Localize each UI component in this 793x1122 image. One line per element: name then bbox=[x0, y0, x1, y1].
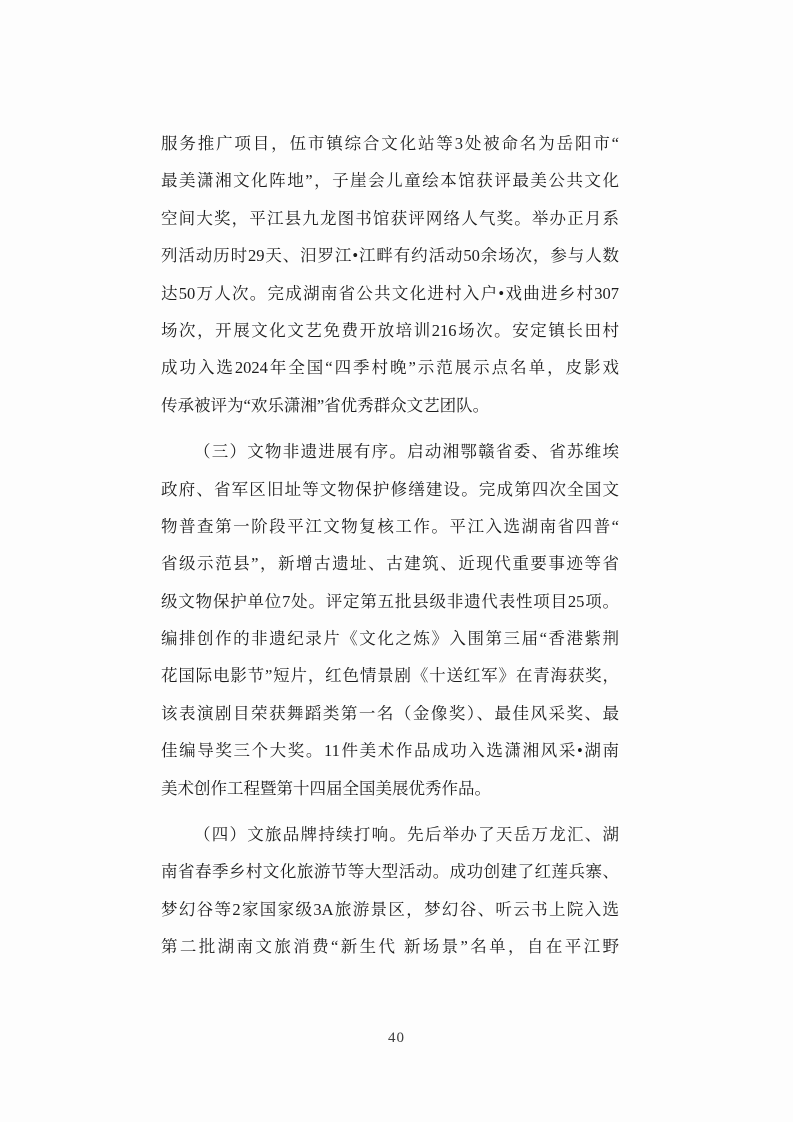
text-line: 级文物保护单位7处。评定第五批县级非遗代表性项目25项。 bbox=[161, 591, 619, 611]
text-line: 政府、省军区旧址等文物保护修缮建设。完成第四次全国文 bbox=[161, 479, 619, 499]
text-line: 第二批湖南文旅消费“新生代 新场景”名单，自在平江野 bbox=[161, 937, 619, 957]
text-line: 最美潇湘文化阵地”，子崖会儿童绘本馆获评最美公共文化 bbox=[161, 171, 619, 191]
text-line: 美术创作工程暨第十四届全国美展优秀作品。 bbox=[161, 778, 491, 798]
text-line: 该表演剧目荣获舞蹈类第一名（金像奖）、最佳风采奖、最 bbox=[161, 703, 619, 723]
text-line: 编排创作的非遗纪录片《文化之炼》入围第三届“香港紫荆 bbox=[161, 629, 619, 649]
text-line: 列活动历时29天、汨罗江•江畔有约活动50余场次，参与人数 bbox=[161, 246, 619, 266]
text-line: 达50万人次。完成湖南省公共文化进村入户•戏曲进乡村307 bbox=[161, 283, 619, 303]
paragraph-tourism-section-four bbox=[161, 816, 619, 966]
text-line: （三）文物非遗进展有序。启动湘鄂赣省委、省苏维埃 bbox=[194, 442, 619, 462]
text-line: 梦幻谷等2家国家级3A旅游景区，梦幻谷、听云书上院入选 bbox=[161, 899, 619, 919]
text-line: 佳编导奖三个大奖。11件美术作品成功入选潇湘风采•湖南 bbox=[161, 741, 619, 761]
text-line: （四）文旅品牌持续打响。先后举办了天岳万龙汇、湖 bbox=[194, 825, 619, 845]
text-line: 服务推广项目，伍市镇综合文化站等3处被命名为岳阳市“ bbox=[161, 134, 619, 153]
text-line: 成功入选2024年全国“四季村晚”示范展示点名单，皮影戏 bbox=[161, 358, 619, 378]
text-line: 物普查第一阶段平江文物复核工作。平江入选湖南省四普“ bbox=[161, 516, 619, 536]
text-line: 省级示范县”，新增古遗址、古建筑、近现代重要事迹等省 bbox=[161, 554, 619, 574]
paragraph-heritage-section-three bbox=[161, 433, 619, 807]
page-number: 40 bbox=[388, 1030, 405, 1046]
text-line: 花国际电影节”短片，红色情景剧《十送红军》在青海获奖， bbox=[161, 666, 619, 686]
text-line: 南省春季乡村文化旅游节等大型活动。成功创建了红莲兵寨、 bbox=[161, 862, 619, 882]
paragraph-public-culture bbox=[161, 125, 619, 424]
text-line: 传承被评为“欢乐潇湘”省优秀群众文艺团队。 bbox=[161, 395, 490, 415]
text-line: 场次，开展文化文艺免费开放培训216场次。安定镇长田村 bbox=[161, 320, 619, 340]
text-line: 空间大奖，平江县九龙图书馆获评网络人气奖。举办正月系 bbox=[161, 208, 619, 228]
document-body bbox=[161, 125, 619, 966]
